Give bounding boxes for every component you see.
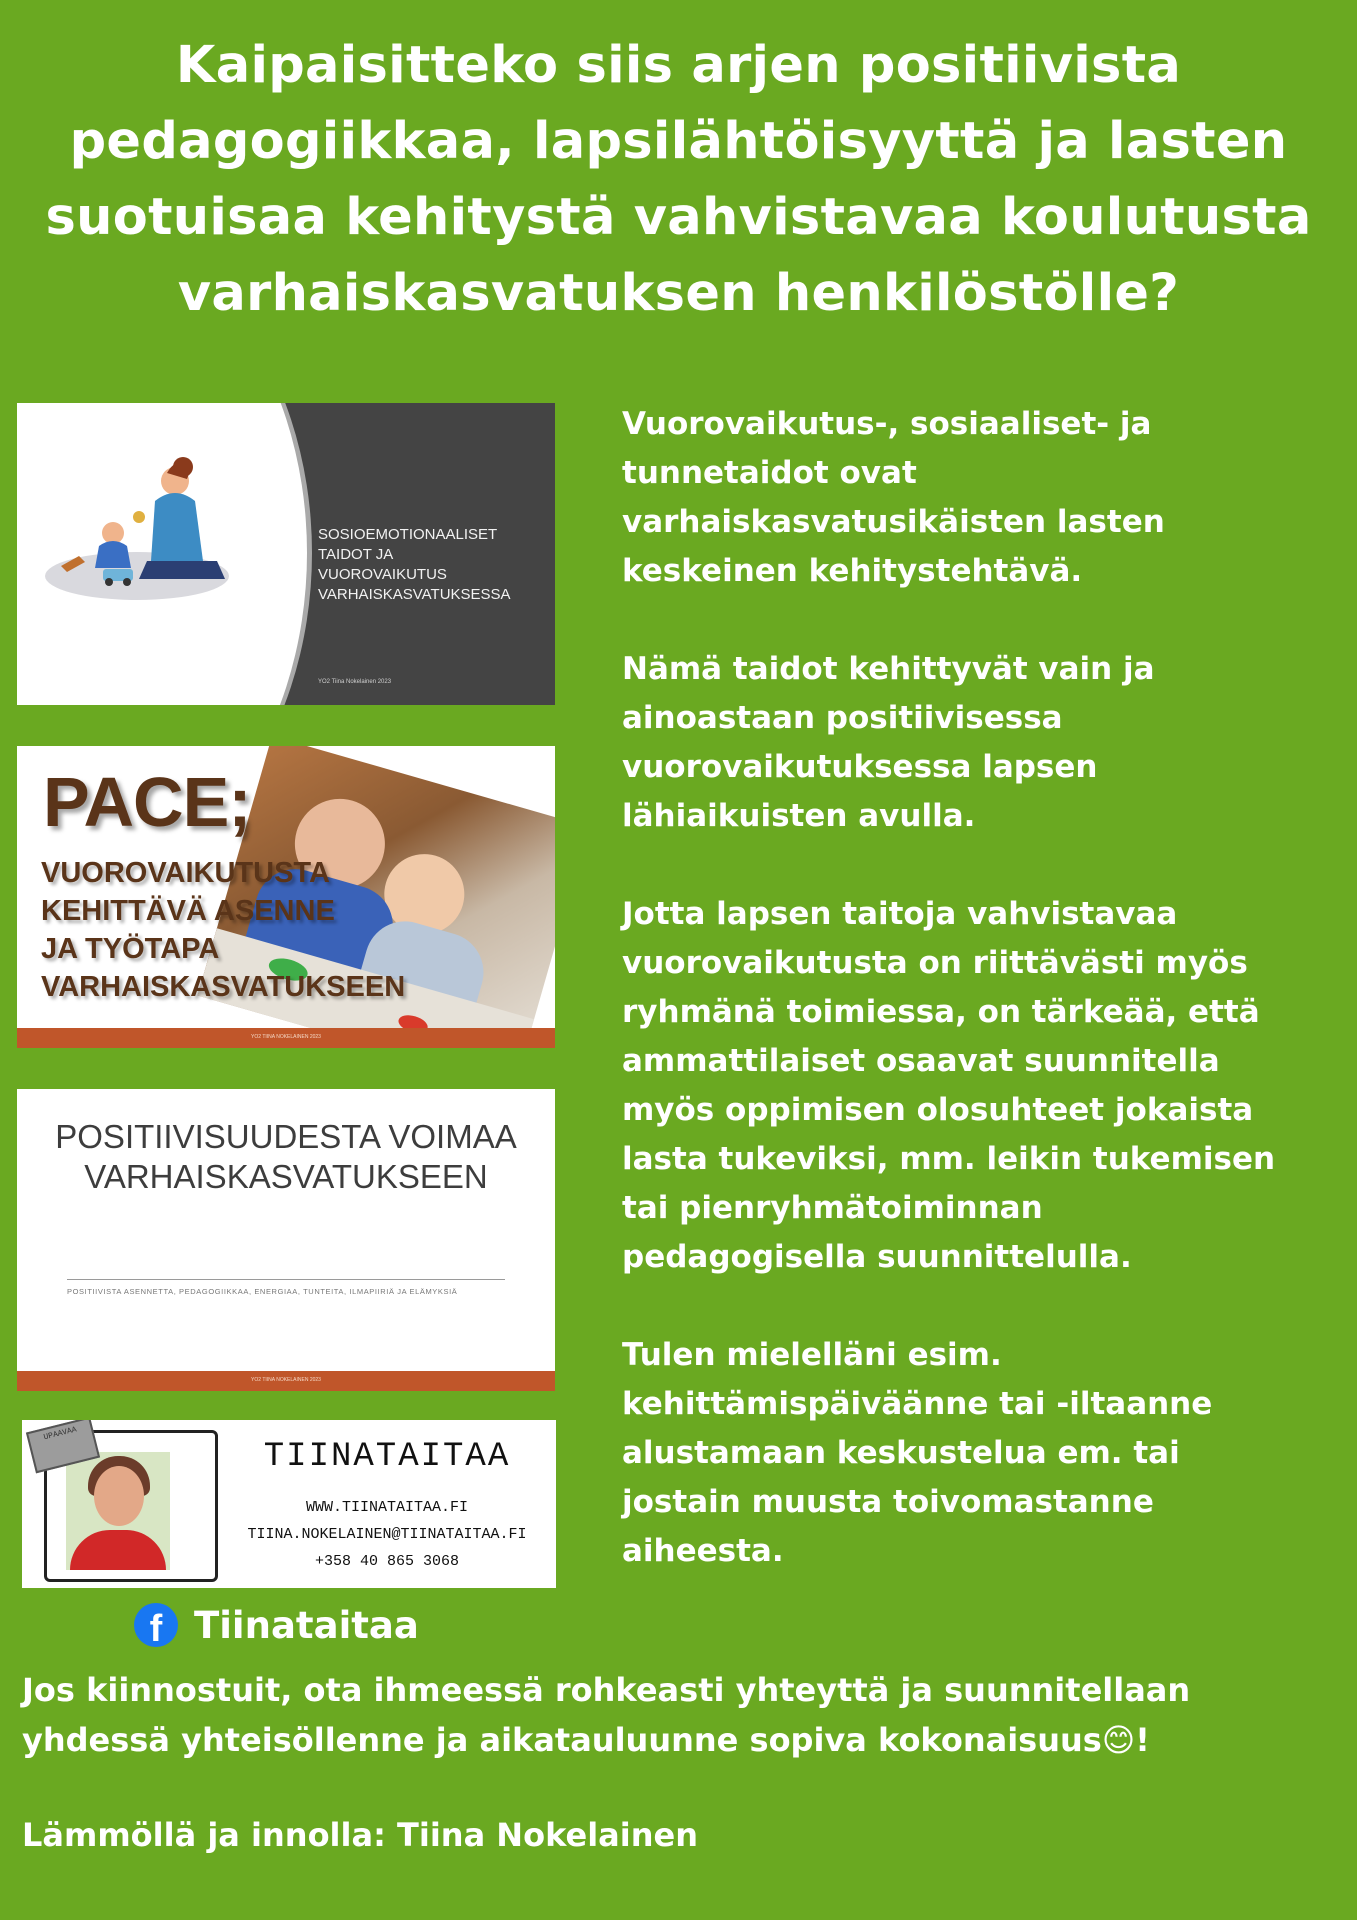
slide-subtitle: POSITIIVISTA ASENNETTA, PEDAGOGIIKKAA, ENERGIAA, TUNTEITA, ILMAPIIRIÄ JA ELÄMYKSIÄ: [67, 1287, 458, 1296]
body-line: ryhmänä toimiessa, on tärkeää, että: [622, 994, 1260, 1030]
slide-footer: YO2 TIINA NOKELAINEN 2023: [251, 1034, 321, 1040]
body-line: tunnetaidot ovat: [622, 455, 917, 491]
facebook-label: Tiinataitaa: [194, 1603, 419, 1647]
body-line: Tulen mielelläni esim.: [622, 1337, 1002, 1373]
footer-line: Jos kiinnostuit, ota ihmeessä rohkeasti yhteyttä ja suunnitellaan: [22, 1671, 1191, 1709]
woman-playing-with-child-illustration: [37, 451, 237, 601]
slide-title-line: SOSIOEMOTIONAALISET: [318, 526, 498, 543]
headline-line: varhaiskasvatuksen henkilöstölle?: [177, 264, 1180, 323]
footer-line: yhdessä yhteisöllenne ja aikatauluunne sopiva kokonaisuus😊!: [22, 1721, 1150, 1759]
body-line: Jotta lapsen taitoja vahvistavaa: [622, 896, 1178, 932]
portrait-photo: [66, 1452, 170, 1570]
headline-line: Kaipaisitteko siis arjen positiivista: [175, 36, 1182, 95]
body-line: alustamaan keskustelua em. tai: [622, 1435, 1180, 1471]
slide-title-line: VARHAISKASVATUKSEEN: [84, 1158, 488, 1195]
body-line: kehittämispäiväänne tai -iltaanne: [622, 1386, 1213, 1422]
contact-card: [22, 1420, 556, 1588]
body-line: lähiaikuisten avulla.: [622, 798, 976, 834]
slide-footer-bar: [17, 1028, 555, 1048]
slide-footer: YO2 TIINA NOKELAINEN 2023: [251, 1377, 321, 1383]
body-line: varhaiskasvatusikäisten lasten: [622, 504, 1165, 540]
slide-positiivisuudesta: [17, 1089, 555, 1391]
body-line: pedagogisella suunnittelulla.: [622, 1239, 1132, 1275]
body-line: vuorovaikutusta on riittävästi myös: [622, 945, 1248, 981]
slide-title: [318, 525, 538, 605]
body-line: jostain muusta toivomastanne: [622, 1484, 1154, 1520]
facebook-link[interactable]: [134, 1600, 419, 1650]
slide-subtitle: [41, 854, 405, 1006]
stamp-logo: UPAAVAA: [26, 1420, 100, 1473]
body-line: tai pienryhmätoiminnan: [622, 1190, 1043, 1226]
slide-footer-bar: [17, 1371, 555, 1391]
slide-sosioemotionaaliset: [17, 403, 555, 705]
body-line: keskeinen kehitystehtävä.: [622, 553, 1083, 589]
slide-subtitle-line: KEHITTÄVÄ ASENNE: [41, 895, 335, 927]
brand-name: TIINATAITAA: [263, 1438, 511, 1476]
body-line: ainoastaan positiivisessa: [622, 700, 1063, 736]
slide-title-line: VUOROVAIKUTUS: [318, 566, 447, 583]
paragraph: [622, 400, 1342, 596]
slide-subtitle-line: JA TYÖTAPA: [41, 933, 220, 965]
slide-title-line: TAIDOT JA: [318, 546, 394, 563]
headline-line: pedagogiikkaa, lapsilähtöisyyttä ja lasten: [69, 112, 1288, 171]
body-text: [622, 400, 1342, 1625]
slide-subtitle-line: VARHAISKASVATUKSEEN: [41, 971, 406, 1003]
paragraph: [622, 1331, 1342, 1576]
slide-divider: [67, 1279, 505, 1280]
body-line: myös oppimisen olosuhteet jokaista: [622, 1092, 1254, 1128]
contact-info: [222, 1494, 552, 1575]
call-to-action: [22, 1665, 1332, 1765]
paragraph: [622, 645, 1342, 841]
paragraph: [622, 890, 1342, 1282]
body-line: Nämä taidot kehittyvät vain ja: [622, 651, 1155, 687]
phone-number: +358 40 865 3068: [314, 1553, 460, 1570]
slide-title: PACE;: [43, 763, 251, 841]
headline: [20, 28, 1337, 332]
email-link[interactable]: TIINA.NOKELAINEN@TIINATAITAA.FI: [247, 1526, 527, 1543]
body-line: lasta tukeviksi, mm. leikin tukemisen: [622, 1141, 1276, 1177]
signature: Lämmöllä ja innolla: Tiina Nokelainen: [22, 1816, 698, 1854]
slide-title: [17, 1117, 555, 1197]
slide-subtitle-line: VUOROVAIKUTUSTA: [41, 857, 330, 889]
slide-title-line: POSITIIVISUUDESTA VOIMAA: [55, 1118, 517, 1155]
slide-title-line: VARHAISKASVATUKSESSA: [318, 586, 511, 603]
body-line: Vuorovaikutus-, sosiaaliset- ja: [622, 406, 1152, 442]
website-link[interactable]: WWW.TIINATAITAA.FI: [305, 1499, 469, 1516]
body-line: aiheesta.: [622, 1533, 784, 1569]
slide-footer: YO2 Tiina Nokelainen 2023: [318, 679, 392, 685]
body-line: ammattilaiset osaavat suunnitella: [622, 1043, 1220, 1079]
headline-line: suotuisaa kehitystä vahvistavaa koulutusta: [45, 188, 1312, 247]
body-line: vuorovaikutuksessa lapsen: [622, 749, 1098, 785]
facebook-icon: f: [134, 1603, 178, 1647]
slide-pace: [17, 746, 555, 1048]
